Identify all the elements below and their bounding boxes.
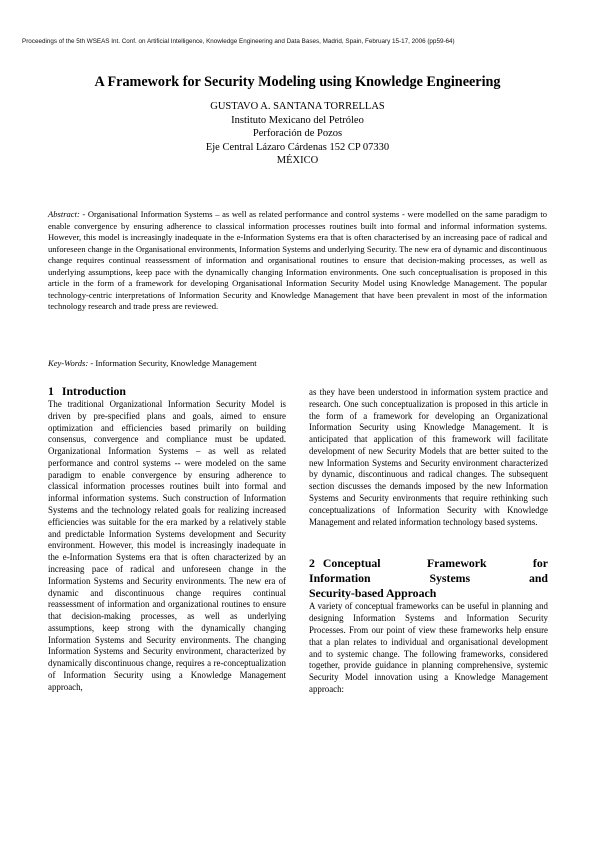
- abstract-text: - Organisational Information Systems – as well as related performance and control systems - were modelled on the same paradigm to enable convergence by ensuring adherence to classical information processes routines built into formal and informal information systems. However, this model is increasingly inadequate in the e-Information Systems era that is often characterised by an increasing pace of radical and unforeseen change in the Organisational environments, Information Systems and underlying Security. The new era of dynamic and discontinuous change requires continual reassessment of information and organisational routines to ensure that decision-making processes, as well as underlying assumptions, keep pace with the dynamically changing Information environments. One such conceptualisation is proposed in this article in the form of a framework for developing Organisational Information Security Model using Knowledge Management. The popular technology-centric interpretations of Information Security and Knowledge Management that have been prevalent in most of the information technology research and trade press are reviewed.: [48, 209, 547, 312]
- section-number: 2: [309, 556, 315, 571]
- author-block: [20, 100, 575, 168]
- section-number: 1: [48, 384, 54, 398]
- section-gap: [309, 528, 548, 556]
- keywords: [48, 358, 547, 370]
- introduction-paragraph: The traditional Organizational Information Security Model is driven by pre-specified plans and goals, aimed to ensure optimization and efficiencies based primarily on building consensus, convergence and compliance must be updated. Organizational Information Systems – as well as related performance and control systems -- were modeled on the same paradigm to enable convergence by ensuring adherence to classical information processes routines built into formal and informal information systems. Such construction of Information Systems and the technology related goals for realizing increased efficiencies was suitable for the era marked by a relatively stable and predictable Information Systems development and Security environment. However, this model is increasingly inadequate in the e-Information Systems era that is often characterized by an increasing pace of radical and unforeseen change in the Information Systems and Security environments. The new era of dynamic and discontinuous change requires continual reassessment of information and organizational routines to ensure that decision-making processes, as well as underlying assumptions, keep strong with the dynamically changing Information Systems and Security environments. The changing Information Systems and Security environment, characterized by dynamically discontinuous change, requires a re-conceptualization of Information Security using a Knowledge Management approach,: [48, 399, 286, 692]
- author-department: Perforación de Pozos: [252, 128, 343, 140]
- keywords-text: - Information Security, Knowledge Management: [88, 358, 257, 368]
- author-name: GUSTAVO A. SANTANA TORRELLAS: [210, 101, 385, 112]
- author-address: Eje Central Lázaro Cárdenas 152 CP 07330: [205, 141, 390, 153]
- section-heading-line-2: Information Systems and: [309, 571, 548, 586]
- section-title: Introduction: [61, 384, 126, 398]
- running-head: Proceedings of the 5th WSEAS Int. Conf. on Artificial Intelligence, Knowledge Engineering and Data Bases, Madrid, Spain, February 15-17, 2006 (pp59-64): [22, 38, 455, 45]
- author-affiliation: Instituto Mexicano del Petróleo: [231, 114, 364, 126]
- paper-title: A Framework for Security Modeling using Knowledge Engineering: [94, 74, 501, 90]
- abstract-label: Abstract:: [48, 209, 80, 219]
- section-heading-conceptual-framework: [309, 556, 548, 570]
- left-column: [48, 384, 286, 694]
- section-title-line-1: Conceptual Framework for: [322, 556, 548, 571]
- abstract: [48, 209, 547, 313]
- conceptual-framework-paragraph: A variety of conceptual frameworks can be useful in planning and designing Information Systems and Information Security Processes. From our point of view these frameworks help ensure that a plan relates to individual and organisational development and to systemic change. The following frameworks, considered together, provide guidance in planning comprehensive, systemic Security Model innovation using a Knowledge Management approach:: [309, 601, 548, 694]
- author-country: MÉXICO: [276, 155, 319, 167]
- right-column: [309, 387, 548, 696]
- keywords-label: Key-Words:: [48, 358, 89, 368]
- introduction-paragraph-continued: as they have been understood in information system practice and research. One such conceptualization is proposed in this article in the form of a framework for developing an Organizational Information Security using Knowledge Management. It is anticipated that application of this framework will facilitate development of new Security Models that are better suited to the new Information Systems and Security environment characterized by dynamic, discontinuous and radical changes. The subsequent section discusses the demands imposed by the new Information Systems and Security environments that require rethinking such conceptualizations of Information Security with Knowledge Management and related information technology based systems.: [309, 387, 548, 527]
- section-heading-introduction: [48, 384, 286, 398]
- section-heading-line-3: Security-based Approach: [309, 586, 437, 601]
